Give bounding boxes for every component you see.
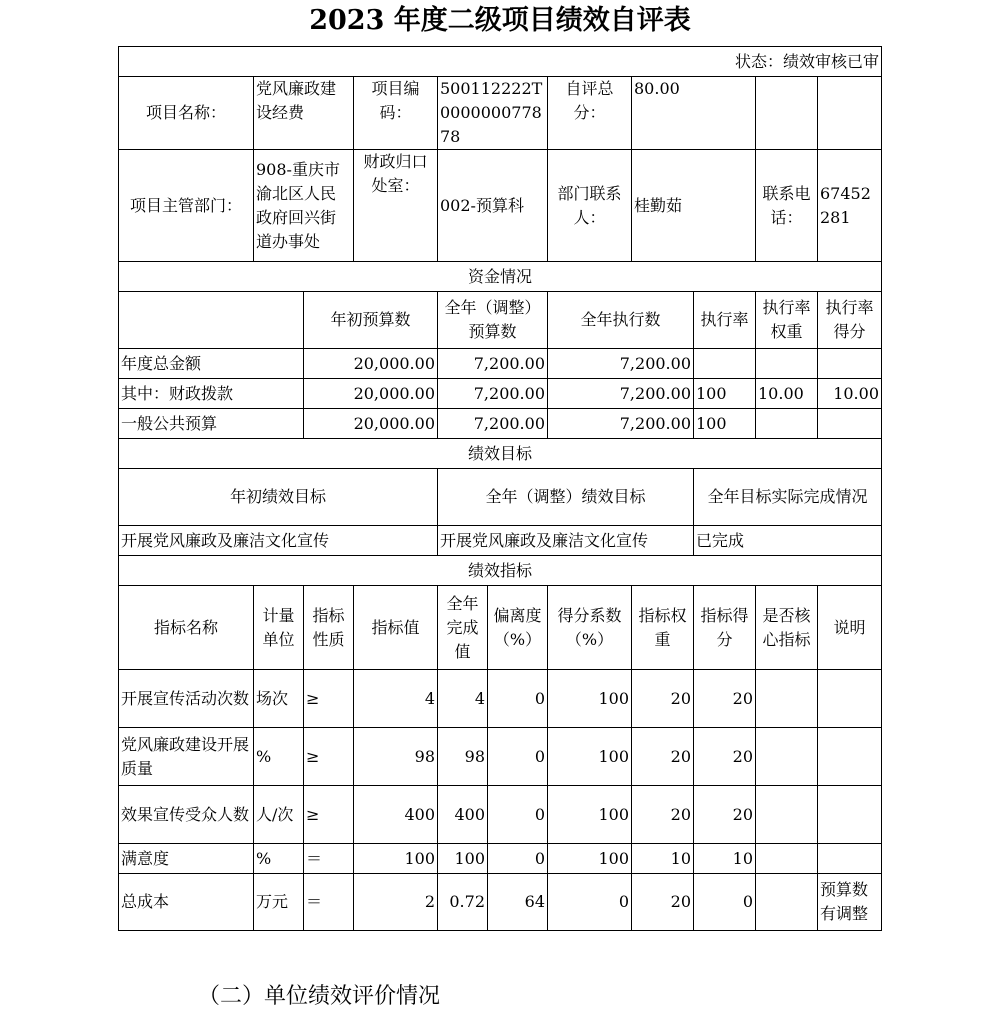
funds-row-weight: [756, 409, 818, 439]
ind-unit: %: [254, 844, 304, 874]
status-text: 状态：绩效审核已审: [119, 47, 882, 77]
ind-name: 总成本: [119, 874, 254, 931]
ind-weight: 10: [632, 844, 694, 874]
ind-header-name: 指标名称: [119, 586, 254, 670]
ind-deviation: 0: [488, 786, 548, 844]
ind-actual: 0.72: [438, 874, 488, 931]
ind-header-score: 指标得分: [694, 586, 756, 670]
self-score-label: 自评总分：: [548, 77, 632, 150]
indicator-row: [119, 670, 882, 728]
ind-weight: 20: [632, 786, 694, 844]
ind-header-weight: 指标权重: [632, 586, 694, 670]
ind-score: 20: [694, 670, 756, 728]
ind-weight: 20: [632, 728, 694, 786]
ind-score: 20: [694, 786, 756, 844]
indicator-row: [119, 786, 882, 844]
finance-office-label: 财政归口处室：: [354, 150, 438, 262]
ind-note: [818, 728, 882, 786]
project-code-value: 500112222T000000077878: [438, 77, 548, 150]
contact-value: 桂勤茹: [632, 150, 756, 262]
funds-row-score: [818, 349, 882, 379]
indicators-section-title: 绩效指标: [119, 556, 882, 586]
ind-coef: 100: [548, 844, 632, 874]
goals-header-initial: 年初绩效目标: [119, 469, 438, 526]
ind-header-unit: 计量单位: [254, 586, 304, 670]
funds-header-row: [119, 292, 882, 349]
phone-value: 67452281: [818, 150, 882, 262]
ind-weight: 20: [632, 670, 694, 728]
funds-header-weight: 执行率权重: [756, 292, 818, 349]
goals-header-row: [119, 469, 882, 526]
ind-target: 2: [354, 874, 438, 931]
funds-header-adjusted: 全年（调整）预算数: [438, 292, 548, 349]
funds-header-rate: 执行率: [694, 292, 756, 349]
evaluation-table: [118, 46, 882, 931]
ind-actual: 400: [438, 786, 488, 844]
ind-header-coef: 得分系数（%）: [548, 586, 632, 670]
indicators-section-row: [119, 556, 882, 586]
funds-header-score: 执行率得分: [818, 292, 882, 349]
funds-header-executed: 全年执行数: [548, 292, 694, 349]
ind-header-deviation: 偏离度（%）: [488, 586, 548, 670]
funds-row-initial: 20,000.00: [304, 379, 438, 409]
ind-note: 预算数有调整: [818, 874, 882, 931]
ind-unit: 万元: [254, 874, 304, 931]
finance-office-value: 002-预算科: [438, 150, 548, 262]
funds-row-initial: 20,000.00: [304, 409, 438, 439]
ind-unit: 人/次: [254, 786, 304, 844]
goals-section-title: 绩效目标: [119, 439, 882, 469]
indicator-row: [119, 874, 882, 931]
goals-header-actual: 全年目标实际完成情况: [694, 469, 882, 526]
project-name-label: 项目名称：: [119, 77, 254, 150]
goals-header-adjusted: 全年（调整）绩效目标: [438, 469, 694, 526]
ind-header-core: 是否核心指标: [756, 586, 818, 670]
ind-deviation: 0: [488, 728, 548, 786]
funds-row-executed: 7,200.00: [548, 379, 694, 409]
funds-row-executed: 7,200.00: [548, 409, 694, 439]
ind-coef: 0: [548, 874, 632, 931]
dept-value: 908-重庆市渝北区人民政府回兴街道办事处: [254, 150, 354, 262]
funds-row-weight: [756, 349, 818, 379]
goal-initial: 开展党风廉政及廉洁文化宣传: [119, 526, 438, 556]
ind-actual: 98: [438, 728, 488, 786]
ind-name: 满意度: [119, 844, 254, 874]
funds-row-initial: 20,000.00: [304, 349, 438, 379]
goals-row: [119, 526, 882, 556]
ind-name: 效果宣传受众人数: [119, 786, 254, 844]
funds-row: [119, 349, 882, 379]
funds-section-title: 资金情况: [119, 262, 882, 292]
ind-note: [818, 670, 882, 728]
funds-row-name: 其中：财政拨款: [119, 379, 304, 409]
project-name-value: 党风廉政建设经费: [254, 77, 354, 150]
project-row-1: [119, 77, 882, 150]
ind-core: [756, 786, 818, 844]
ind-coef: 100: [548, 728, 632, 786]
ind-weight: 20: [632, 874, 694, 931]
indicators-header-row: [119, 586, 882, 670]
funds-row-adjusted: 7,200.00: [438, 409, 548, 439]
section-heading: （二）单位绩效评价情况: [198, 984, 441, 1009]
funds-row: [119, 379, 882, 409]
ind-name: 开展宣传活动次数: [119, 670, 254, 728]
funds-row-name: 一般公共预算: [119, 409, 304, 439]
ind-target: 100: [354, 844, 438, 874]
ind-unit: %: [254, 728, 304, 786]
ind-coef: 100: [548, 670, 632, 728]
ind-nature: ＝: [304, 844, 354, 874]
funds-row-rate: 100: [694, 379, 756, 409]
ind-header-actual: 全年完成值: [438, 586, 488, 670]
ind-core: [756, 728, 818, 786]
ind-core: [756, 844, 818, 874]
ind-target: 4: [354, 670, 438, 728]
funds-row-weight: 10.00: [756, 379, 818, 409]
goal-actual: 已完成: [694, 526, 882, 556]
funds-header-initial: 年初预算数: [304, 292, 438, 349]
indicator-row: [119, 728, 882, 786]
ind-unit: 场次: [254, 670, 304, 728]
goal-adjusted: 开展党风廉政及廉洁文化宣传: [438, 526, 694, 556]
ind-note: [818, 786, 882, 844]
ind-nature: ≥: [304, 786, 354, 844]
funds-row: [119, 409, 882, 439]
contact-label: 部门联系人：: [548, 150, 632, 262]
ind-nature: ＝: [304, 874, 354, 931]
status-row: [119, 47, 882, 77]
ind-deviation: 64: [488, 874, 548, 931]
ind-target: 400: [354, 786, 438, 844]
funds-section-row: [119, 262, 882, 292]
indicator-row: [119, 844, 882, 874]
funds-row-rate: 100: [694, 409, 756, 439]
ind-nature: ≥: [304, 670, 354, 728]
project-row-2: [119, 150, 882, 262]
ind-core: [756, 874, 818, 931]
funds-row-score: 10.00: [818, 379, 882, 409]
ind-score: 10: [694, 844, 756, 874]
ind-target: 98: [354, 728, 438, 786]
ind-deviation: 0: [488, 844, 548, 874]
ind-header-target: 指标值: [354, 586, 438, 670]
goals-section-row: [119, 439, 882, 469]
self-score-value: 80.00: [632, 77, 756, 150]
page-title: 2023 年度二级项目绩效自评表: [309, 5, 691, 36]
ind-name: 党风廉政建设开展质量: [119, 728, 254, 786]
funds-row-rate: [694, 349, 756, 379]
funds-row-adjusted: 7,200.00: [438, 349, 548, 379]
ind-nature: ≥: [304, 728, 354, 786]
ind-actual: 4: [438, 670, 488, 728]
project-code-label: 项目编码：: [354, 77, 438, 150]
funds-row-executed: 7,200.00: [548, 349, 694, 379]
ind-actual: 100: [438, 844, 488, 874]
ind-header-note: 说明: [818, 586, 882, 670]
ind-core: [756, 670, 818, 728]
ind-score: 0: [694, 874, 756, 931]
dept-label: 项目主管部门：: [119, 150, 254, 262]
phone-label: 联系电话：: [756, 150, 818, 262]
funds-row-name: 年度总金额: [119, 349, 304, 379]
ind-deviation: 0: [488, 670, 548, 728]
ind-score: 20: [694, 728, 756, 786]
funds-row-adjusted: 7,200.00: [438, 379, 548, 409]
ind-header-nature: 指标性质: [304, 586, 354, 670]
ind-note: [818, 844, 882, 874]
funds-row-score: [818, 409, 882, 439]
ind-coef: 100: [548, 786, 632, 844]
